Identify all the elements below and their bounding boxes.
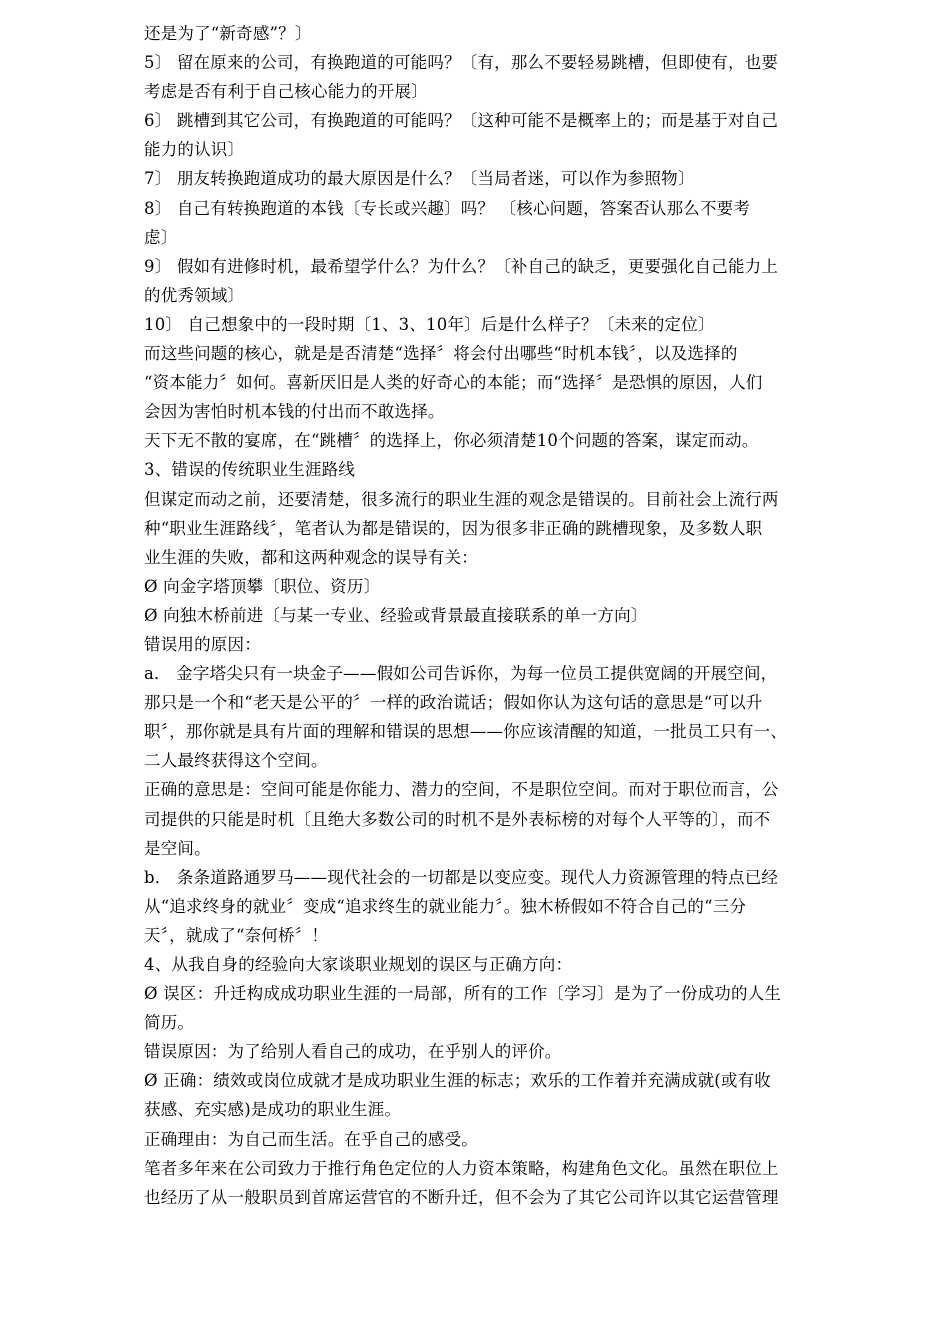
text-line: 种“职业生涯路线〞，笔者认为都是错误的，因为很多非正确的跳槽现象，及多数人职 — [144, 518, 763, 538]
text-line: 但谋定而动之前，还要清楚，很多流行的职业生涯的观念是错误的。目前社会上流行两 — [144, 489, 779, 509]
text-line: 虑〕 — [144, 227, 178, 247]
text-line: 5〕 留在原来的公司，有换跑道的可能吗？〔有，那么不要轻易跳槽，但即使有，也要 — [144, 53, 779, 73]
text-line: 6〕 跳槽到其它公司，有换跑道的可能吗？〔这种可能不是概率上的；而是基于对自己 — [144, 111, 779, 131]
bullet-item: Ø 向金字塔顶攀〔职位、资历〕 — [144, 576, 381, 596]
text-line: a． 金字塔尖只有一块金子——假如公司告诉你，为每一位员工提供宽阔的开展空间， — [144, 664, 778, 684]
text-line: 从“追求终身的就业〞变成“追求终生的就业能力〞。独木桥假如不符合自己的“三分 — [144, 896, 747, 916]
text-line: 二人最终获得这个空间。 — [144, 751, 328, 771]
text-line: 正确的意思是：空间可能是你能力、潜力的空间，不是职位空间。而对于职位而言，公 — [144, 780, 779, 800]
text-line: 考虑是否有利于自己核心能力的开展〕 — [144, 82, 428, 102]
text-line: 职〞，那你就是具有片面的理解和错误的思想——你应该清醒的知道，一批员工只有一、 — [144, 722, 788, 742]
text-line: 的优秀领域〕 — [144, 285, 245, 305]
text-line: 也经历了从一般职员到首席运营官的不断升迁，但不会为了其它公司许以其它运营管理 — [144, 1187, 779, 1207]
text-line: 业生涯的失败，都和这两种观念的误导有关： — [144, 547, 478, 567]
text-line: b． 条条道路通罗马——现代社会的一切都是以变应变。现代人力资源管理的特点已经 — [144, 867, 779, 887]
text-line: 那只是一个和“老天是公平的〞一样的政治谎话；假如你认为这句话的意思是“可以升 — [144, 693, 763, 713]
text-line: 10〕 自己想象中的一段时期〔1、3、10年〕后是什么样子？〔未来的定位〕 — [144, 314, 715, 334]
text-line: 还是为了“新奇感”？〕 — [144, 24, 312, 43]
bullet-item: Ø 正确：绩效或岗位成就才是成功职业生涯的标志；欢乐的工作着并充满成就(或有收 — [144, 1071, 772, 1091]
text-line: 错误用的原因： — [144, 634, 261, 654]
text-line: 错误原因：为了给别人看自己的成功，在乎别人的评价。 — [144, 1042, 562, 1062]
text-line: 简历。 — [144, 1013, 195, 1033]
bullet-item: Ø 误区：升迁构成成功职业生涯的一局部，所有的工作〔学习〕是为了一份成功的人生 — [144, 984, 782, 1004]
text-line: 9〕 假如有进修时机，最希望学什么？为什么？〔补自己的缺乏，更要强化自己能力上 — [144, 256, 779, 276]
text-line: 能力的认识〕 — [144, 140, 245, 160]
section-heading: 4、从我自身的经验向大家谈职业规划的误区与正确方向： — [144, 955, 573, 974]
text-line: 而这些问题的核心，就是是否清楚“选择〞将会付出哪些“时机本钱〞，以及选择的 — [144, 344, 738, 364]
document-body — [144, 19, 879, 1212]
text-line: 8〕 自己有转换跑道的本钱〔专长或兴趣〕吗？ 〔核心问题，答案否认那么不要考 — [144, 198, 751, 218]
text-line: “资本能力〞如何。喜新厌旧是人类的好奇心的本能；而“选择〞是恐惧的原因，人们 — [144, 373, 763, 393]
text-line: 7〕 朋友转换跑道成功的最大原因是什么？〔当局者迷，可以作为参照物〕 — [144, 169, 695, 189]
text-line: 是空间。 — [144, 838, 211, 858]
text-line: 天〞，就成了“奈何桥〞！ — [144, 925, 329, 945]
text-line: 正确理由：为自己而生活。在乎自己的感受。 — [144, 1129, 478, 1149]
text-line: 会因为害怕时机本钱的付出而不敢选择。 — [144, 402, 445, 422]
bullet-item: Ø 向独木桥前进〔与某一专业、经验或背景最直接联系的单一方向〕 — [144, 605, 648, 625]
text-line: 天下无不散的宴席，在“跳槽〞的选择上，你必须清楚10个问题的答案，谋定而动。 — [144, 431, 759, 451]
section-heading: 3、错误的传统职业生涯路线 — [144, 460, 356, 480]
text-line: 笔者多年来在公司致力于推行角色定位的人力资本策略，构建角色文化。虽然在职位上 — [144, 1158, 779, 1178]
text-line: 司提供的只能是时机〔且绝大多数公司的时机不是外表标榜的对每个人平等的〕，而不 — [144, 809, 771, 829]
text-line: 获感、充实感)是成功的职业生涯。 — [144, 1100, 402, 1120]
